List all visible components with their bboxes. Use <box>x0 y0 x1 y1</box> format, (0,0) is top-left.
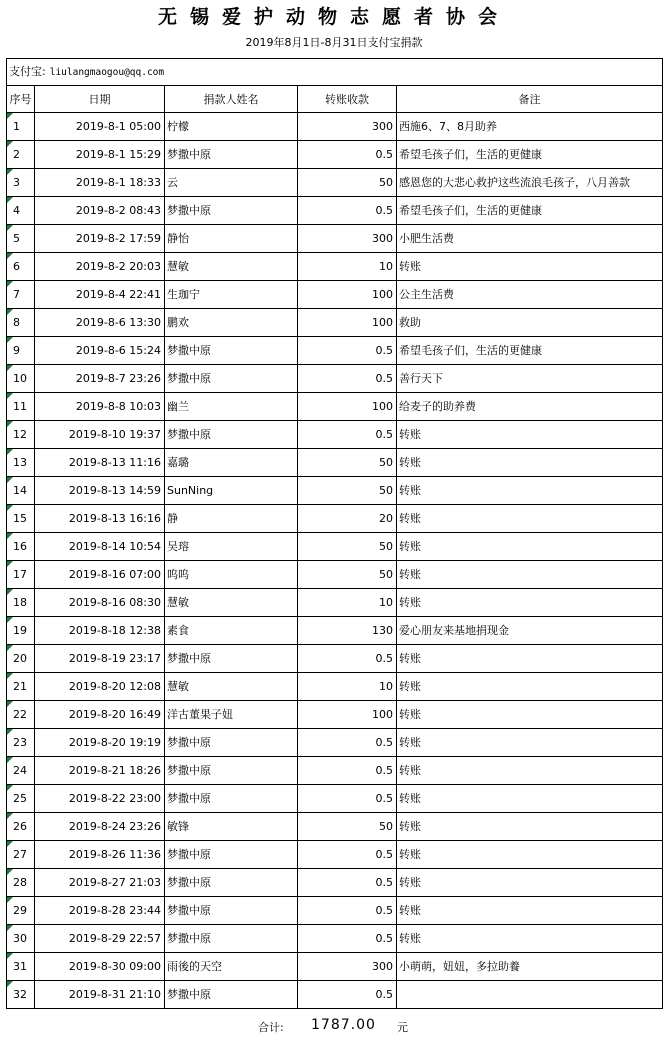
cell-seq[interactable]: 13 <box>7 449 35 477</box>
cell-seq[interactable]: 19 <box>7 617 35 645</box>
header-amount[interactable]: 转账收款 <box>298 86 397 113</box>
table-row <box>7 729 663 757</box>
cell-seq[interactable]: 21 <box>7 673 35 701</box>
cell-amount[interactable]: 100 <box>298 701 397 729</box>
cell-date[interactable]: 2019-8-16 08:30 <box>35 589 165 617</box>
cell-donor-name[interactable]: 鹏欢 <box>165 309 298 337</box>
table-row <box>7 253 663 281</box>
cell-date[interactable]: 2019-8-28 23:44 <box>35 897 165 925</box>
cell-amount[interactable]: 50 <box>298 561 397 589</box>
cell-date[interactable]: 2019-8-1 15:29 <box>35 141 165 169</box>
cell-date[interactable]: 2019-8-10 19:37 <box>35 421 165 449</box>
cell-seq[interactable]: 4 <box>7 197 35 225</box>
cell-note[interactable]: 希望毛孩子们，生活的更健康 <box>397 197 663 225</box>
cell-date[interactable]: 2019-8-31 21:10 <box>35 981 165 1009</box>
table-row <box>7 841 663 869</box>
cell-donor-name[interactable]: 梦撒中原 <box>165 981 298 1009</box>
table-row <box>7 561 663 589</box>
cell-date[interactable]: 2019-8-20 16:49 <box>35 701 165 729</box>
cell-amount[interactable]: 300 <box>298 113 397 141</box>
cell-date[interactable]: 2019-8-16 07:00 <box>35 561 165 589</box>
header-row <box>7 86 663 113</box>
cell-amount[interactable]: 300 <box>298 225 397 253</box>
cell-seq[interactable]: 16 <box>7 533 35 561</box>
table-row <box>7 197 663 225</box>
table-row <box>7 785 663 813</box>
cell-amount[interactable]: 100 <box>298 393 397 421</box>
total-value: 1787.00 <box>311 1017 376 1033</box>
cell-donor-name[interactable]: 梦撒中原 <box>165 645 298 673</box>
cell-donor-name[interactable]: 梦撒中原 <box>165 337 298 365</box>
cell-note[interactable]: 转账 <box>397 701 663 729</box>
table-row <box>7 757 663 785</box>
cell-note[interactable] <box>397 981 663 1009</box>
cell-donor-name[interactable]: 静怡 <box>165 225 298 253</box>
cell-note[interactable]: 救助 <box>397 309 663 337</box>
cell-amount[interactable]: 10 <box>298 253 397 281</box>
cell-seq[interactable]: 23 <box>7 729 35 757</box>
cell-date[interactable]: 2019-8-27 21:03 <box>35 869 165 897</box>
cell-amount[interactable]: 10 <box>298 589 397 617</box>
cell-seq[interactable]: 6 <box>7 253 35 281</box>
cell-amount[interactable]: 0.5 <box>298 757 397 785</box>
table-row <box>7 337 663 365</box>
cell-amount[interactable]: 50 <box>298 477 397 505</box>
cell-seq[interactable]: 26 <box>7 813 35 841</box>
cell-date[interactable]: 2019-8-29 22:57 <box>35 925 165 953</box>
cell-seq[interactable]: 20 <box>7 645 35 673</box>
cell-seq[interactable]: 3 <box>7 169 35 197</box>
cell-note[interactable]: 转账 <box>397 785 663 813</box>
cell-donor-name[interactable]: 呜呜 <box>165 561 298 589</box>
cell-donor-name[interactable]: 梦撒中原 <box>165 365 298 393</box>
cell-date[interactable]: 2019-8-21 18:26 <box>35 757 165 785</box>
cell-donor-name[interactable]: 素食 <box>165 617 298 645</box>
cell-donor-name[interactable]: 慧敏 <box>165 589 298 617</box>
cell-amount[interactable]: 0.5 <box>298 897 397 925</box>
cell-date[interactable]: 2019-8-7 23:26 <box>35 365 165 393</box>
table-row <box>7 953 663 981</box>
header-date[interactable]: 日期 <box>35 86 165 113</box>
cell-donor-name[interactable]: 梦撒中原 <box>165 785 298 813</box>
cell-amount[interactable]: 10 <box>298 673 397 701</box>
cell-amount[interactable]: 300 <box>298 953 397 981</box>
cell-seq[interactable]: 32 <box>7 981 35 1009</box>
cell-seq[interactable]: 10 <box>7 365 35 393</box>
header-seq[interactable]: 序号 <box>7 86 35 113</box>
cell-seq[interactable]: 22 <box>7 701 35 729</box>
cell-seq[interactable]: 12 <box>7 421 35 449</box>
cell-date[interactable]: 2019-8-13 11:16 <box>35 449 165 477</box>
cell-amount[interactable]: 0.5 <box>298 981 397 1009</box>
cell-note[interactable]: 转账 <box>397 925 663 953</box>
table-row <box>7 533 663 561</box>
cell-donor-name[interactable]: 吴瑢 <box>165 533 298 561</box>
table-row <box>7 365 663 393</box>
table-row <box>7 141 663 169</box>
cell-amount[interactable]: 50 <box>298 449 397 477</box>
cell-donor-name[interactable]: 静 <box>165 505 298 533</box>
cell-donor-name[interactable]: 梦撒中原 <box>165 729 298 757</box>
cell-donor-name[interactable]: 雨後的天空 <box>165 953 298 981</box>
cell-donor-name[interactable]: 梦撒中原 <box>165 757 298 785</box>
cell-note[interactable]: 转账 <box>397 729 663 757</box>
cell-amount[interactable]: 0.5 <box>298 141 397 169</box>
table-row <box>7 925 663 953</box>
cell-note[interactable]: 感恩您的大悲心救护这些流浪毛孩子，八月善款 <box>397 169 663 197</box>
alipay-label: 支付宝: <box>9 65 46 78</box>
cell-amount[interactable]: 100 <box>298 281 397 309</box>
table-row <box>7 421 663 449</box>
cell-note[interactable]: 转账 <box>397 813 663 841</box>
cell-date[interactable]: 2019-8-20 19:19 <box>35 729 165 757</box>
cell-note[interactable]: 转账 <box>397 449 663 477</box>
table-row <box>7 617 663 645</box>
cell-seq[interactable]: 29 <box>7 897 35 925</box>
cell-amount[interactable]: 100 <box>298 309 397 337</box>
cell-donor-name[interactable]: 梦撒中原 <box>165 841 298 869</box>
cell-note[interactable]: 转账 <box>397 589 663 617</box>
cell-date[interactable]: 2019-8-30 09:00 <box>35 953 165 981</box>
table-row <box>7 225 663 253</box>
cell-note[interactable]: 转账 <box>397 841 663 869</box>
cell-amount[interactable]: 0.5 <box>298 729 397 757</box>
table-row <box>7 393 663 421</box>
cell-date[interactable]: 2019-8-20 12:08 <box>35 673 165 701</box>
cell-note[interactable]: 希望毛孩子们，生活的更健康 <box>397 141 663 169</box>
cell-note[interactable]: 转账 <box>397 757 663 785</box>
alipay-account[interactable]: liulangmaogou@qq.com <box>49 67 165 78</box>
donation-table <box>6 58 663 1009</box>
cell-seq[interactable]: 18 <box>7 589 35 617</box>
sheet-subtitle: 2019年8月1日-8月31日支付宝捐款 <box>245 36 423 49</box>
cell-date[interactable]: 2019-8-22 23:00 <box>35 785 165 813</box>
cell-amount[interactable]: 0.5 <box>298 337 397 365</box>
sheet-title: 无锡爱护动物志愿者协会 <box>157 6 510 28</box>
cell-note[interactable]: 转账 <box>397 477 663 505</box>
table-row <box>7 673 663 701</box>
cell-seq[interactable]: 1 <box>7 113 35 141</box>
cell-note[interactable]: 西施6、7、8月助养 <box>397 113 663 141</box>
cell-amount[interactable]: 0.5 <box>298 421 397 449</box>
cell-date[interactable]: 2019-8-14 10:54 <box>35 533 165 561</box>
cell-donor-name[interactable]: 梦撒中原 <box>165 897 298 925</box>
cell-date[interactable]: 2019-8-13 16:16 <box>35 505 165 533</box>
cell-seq[interactable]: 17 <box>7 561 35 589</box>
cell-seq[interactable]: 9 <box>7 337 35 365</box>
cell-date[interactable]: 2019-8-1 05:00 <box>35 113 165 141</box>
cell-date[interactable]: 2019-8-13 14:59 <box>35 477 165 505</box>
table-row <box>7 477 663 505</box>
cell-date[interactable]: 2019-8-24 23:26 <box>35 813 165 841</box>
cell-amount[interactable]: 50 <box>298 813 397 841</box>
cell-donor-name[interactable]: 梦撒中原 <box>165 925 298 953</box>
cell-seq[interactable]: 14 <box>7 477 35 505</box>
cell-seq[interactable]: 8 <box>7 309 35 337</box>
table-row <box>7 645 663 673</box>
total-label: 合计: <box>258 1021 284 1034</box>
table-row <box>7 281 663 309</box>
cell-date[interactable]: 2019-8-6 15:24 <box>35 337 165 365</box>
cell-amount[interactable]: 130 <box>298 617 397 645</box>
table-row <box>7 169 663 197</box>
cell-amount[interactable]: 50 <box>298 169 397 197</box>
cell-amount[interactable]: 0.5 <box>298 197 397 225</box>
cell-seq[interactable]: 7 <box>7 281 35 309</box>
cell-note[interactable]: 转账 <box>397 253 663 281</box>
cell-seq[interactable]: 11 <box>7 393 35 421</box>
table-row <box>7 869 663 897</box>
cell-seq[interactable]: 15 <box>7 505 35 533</box>
cell-note[interactable]: 转账 <box>397 533 663 561</box>
table-row <box>7 701 663 729</box>
cell-note[interactable]: 转账 <box>397 561 663 589</box>
alipay-account-row <box>7 59 663 86</box>
cell-donor-name[interactable]: 生珈宁 <box>165 281 298 309</box>
cell-donor-name[interactable]: 梦撒中原 <box>165 197 298 225</box>
cell-note[interactable]: 转账 <box>397 869 663 897</box>
cell-seq[interactable]: 28 <box>7 869 35 897</box>
cell-donor-name[interactable]: 慧敏 <box>165 673 298 701</box>
cell-amount[interactable]: 0.5 <box>298 365 397 393</box>
cell-seq[interactable]: 5 <box>7 225 35 253</box>
cell-note[interactable]: 小肥生活费 <box>397 225 663 253</box>
cell-amount[interactable]: 0.5 <box>298 869 397 897</box>
cell-donor-name[interactable]: 嘉璐 <box>165 449 298 477</box>
cell-donor-name[interactable]: 柠檬 <box>165 113 298 141</box>
cell-date[interactable]: 2019-8-6 13:30 <box>35 309 165 337</box>
cell-note[interactable]: 爱心朋友来基地捐现金 <box>397 617 663 645</box>
cell-donor-name[interactable]: 梦撒中原 <box>165 141 298 169</box>
cell-seq[interactable]: 25 <box>7 785 35 813</box>
cell-amount[interactable]: 0.5 <box>298 785 397 813</box>
cell-note[interactable]: 善行天下 <box>397 365 663 393</box>
cell-seq[interactable]: 2 <box>7 141 35 169</box>
cell-seq[interactable]: 30 <box>7 925 35 953</box>
cell-donor-name[interactable]: 敏锋 <box>165 813 298 841</box>
header-name[interactable]: 捐款人姓名 <box>165 86 298 113</box>
cell-amount[interactable]: 0.5 <box>298 841 397 869</box>
cell-note[interactable]: 小萌萌，妞妞，多拉助養 <box>397 953 663 981</box>
table-row <box>7 589 663 617</box>
cell-date[interactable]: 2019-8-8 10:03 <box>35 393 165 421</box>
cell-seq[interactable]: 31 <box>7 953 35 981</box>
cell-amount[interactable]: 0.5 <box>298 645 397 673</box>
cell-note[interactable]: 公主生活费 <box>397 281 663 309</box>
cell-note[interactable]: 转账 <box>397 505 663 533</box>
cell-donor-name[interactable]: 梦撒中原 <box>165 421 298 449</box>
cell-seq[interactable]: 24 <box>7 757 35 785</box>
table-row <box>7 449 663 477</box>
cell-donor-name[interactable]: 洋古董果子妞 <box>165 701 298 729</box>
cell-donor-name[interactable]: SunNing <box>165 477 298 505</box>
total-unit: 元 <box>397 1021 408 1034</box>
cell-date[interactable]: 2019-8-4 22:41 <box>35 281 165 309</box>
cell-seq[interactable]: 27 <box>7 841 35 869</box>
cell-note[interactable]: 转账 <box>397 897 663 925</box>
table-row <box>7 813 663 841</box>
cell-date[interactable]: 2019-8-26 11:36 <box>35 841 165 869</box>
total-row <box>0 1017 668 1035</box>
cell-amount[interactable]: 0.5 <box>298 925 397 953</box>
cell-date[interactable]: 2019-8-19 23:17 <box>35 645 165 673</box>
cell-note[interactable]: 转账 <box>397 645 663 673</box>
table-row <box>7 981 663 1009</box>
cell-date[interactable]: 2019-8-1 18:33 <box>35 169 165 197</box>
cell-note[interactable]: 给麦子的助养费 <box>397 393 663 421</box>
table-row <box>7 113 663 141</box>
cell-donor-name[interactable]: 云 <box>165 169 298 197</box>
header-note[interactable]: 备注 <box>397 86 663 113</box>
cell-date[interactable]: 2019-8-18 12:38 <box>35 617 165 645</box>
cell-amount[interactable]: 50 <box>298 533 397 561</box>
cell-note[interactable]: 转账 <box>397 421 663 449</box>
table-row <box>7 309 663 337</box>
cell-donor-name[interactable]: 幽兰 <box>165 393 298 421</box>
table-row <box>7 897 663 925</box>
cell-date[interactable]: 2019-8-2 17:59 <box>35 225 165 253</box>
cell-date[interactable]: 2019-8-2 20:03 <box>35 253 165 281</box>
cell-note[interactable]: 转账 <box>397 673 663 701</box>
table-row <box>7 505 663 533</box>
cell-donor-name[interactable]: 梦撒中原 <box>165 869 298 897</box>
cell-donor-name[interactable]: 慧敏 <box>165 253 298 281</box>
cell-amount[interactable]: 20 <box>298 505 397 533</box>
cell-note[interactable]: 希望毛孩子们，生活的更健康 <box>397 337 663 365</box>
cell-date[interactable]: 2019-8-2 08:43 <box>35 197 165 225</box>
